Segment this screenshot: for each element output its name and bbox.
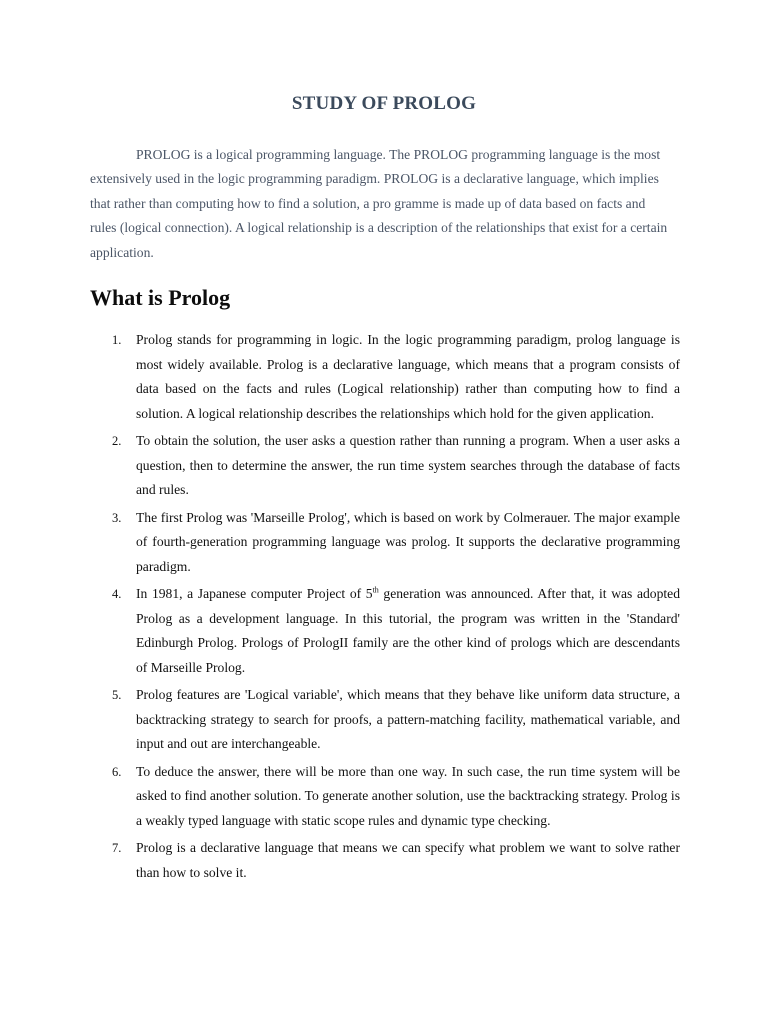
list-item — [90, 683, 680, 757]
list-item-text: Prolog is a declarative language that means we can specify what problem we want to solve rather than how to solve it. — [136, 840, 680, 880]
page-title: STUDY OF PROLOG — [291, 93, 477, 114]
list-item-text: The first Prolog was 'Marseille Prolog', which is based on work by Colmerauer. The major example of fourth-generation programming language was prolog. It supports the declarative programming paradigm. — [136, 509, 680, 574]
list-item — [90, 582, 680, 680]
list-item — [90, 506, 680, 580]
intro-paragraph: PROLOG is a logical programming language. The PROLOG programming language is the most extensively used in the logic programming paradigm. PROLOG is a declarative language, which implies that rather than computing how to find a solution, a pro gramme is made up of data based on facts and rules (logical connection). A logical relationship is a description of the relationships that exist for a certain application. — [90, 147, 668, 260]
list-item-number: 5. — [112, 688, 122, 702]
section-heading: What is Prolog — [90, 285, 231, 310]
list-item — [90, 760, 680, 834]
list-item-text: Prolog features are 'Logical variable', which means that they behave like uniform data structure, a backtracking strategy to search for proofs, a pattern-matching facility, mathematical variable, and input and out are interchangeable. — [136, 687, 680, 751]
list-item-text: To deduce the answer, there will be more than one way. In such case, the run time system will be asked to find another solution. To generate another solution, use the backtracking strategy. Prolog is a weakly typed language with static scope rules and dynamic type checking. — [136, 763, 680, 828]
list-item-text-before: In 1981, a Japanese computer Project of 5 — [136, 586, 373, 601]
list-item-text: Prolog stands for programming in logic. In the logic programming paradigm, prolog language is most widely available. Prolog is a declarative language, which means that a program consists of data based on the facts and rules (Logical relationship) rather than computing how to find a solution. A logical relationship describes the relationships which hold for the given application. — [136, 332, 680, 421]
points-list — [90, 328, 680, 888]
list-item-number: 2. — [112, 434, 122, 448]
list-item-text-after: generation was announced. After that, it was adopted Prolog as a development language. In this tutorial, the program was written in the 'Standard' Edinburgh Prolog. Prologs of PrologII family are the other kind of prologs which are descendants of Marseille Prolog. — [136, 586, 680, 675]
list-item-number: 1. — [112, 333, 122, 347]
superscript: th — [372, 585, 379, 595]
list-item-text: To obtain the solution, the user asks a question rather than running a program. When a user asks a question, then to determine the answer, the run time system searches through the database of facts and rules. — [136, 433, 680, 497]
list-item — [90, 328, 680, 426]
list-item-number: 6. — [112, 764, 122, 779]
list-item — [90, 836, 680, 885]
list-item-number: 7. — [112, 841, 122, 855]
list-item-number: 4. — [112, 587, 122, 601]
list-item-number: 3. — [112, 510, 122, 525]
list-item — [90, 429, 680, 503]
